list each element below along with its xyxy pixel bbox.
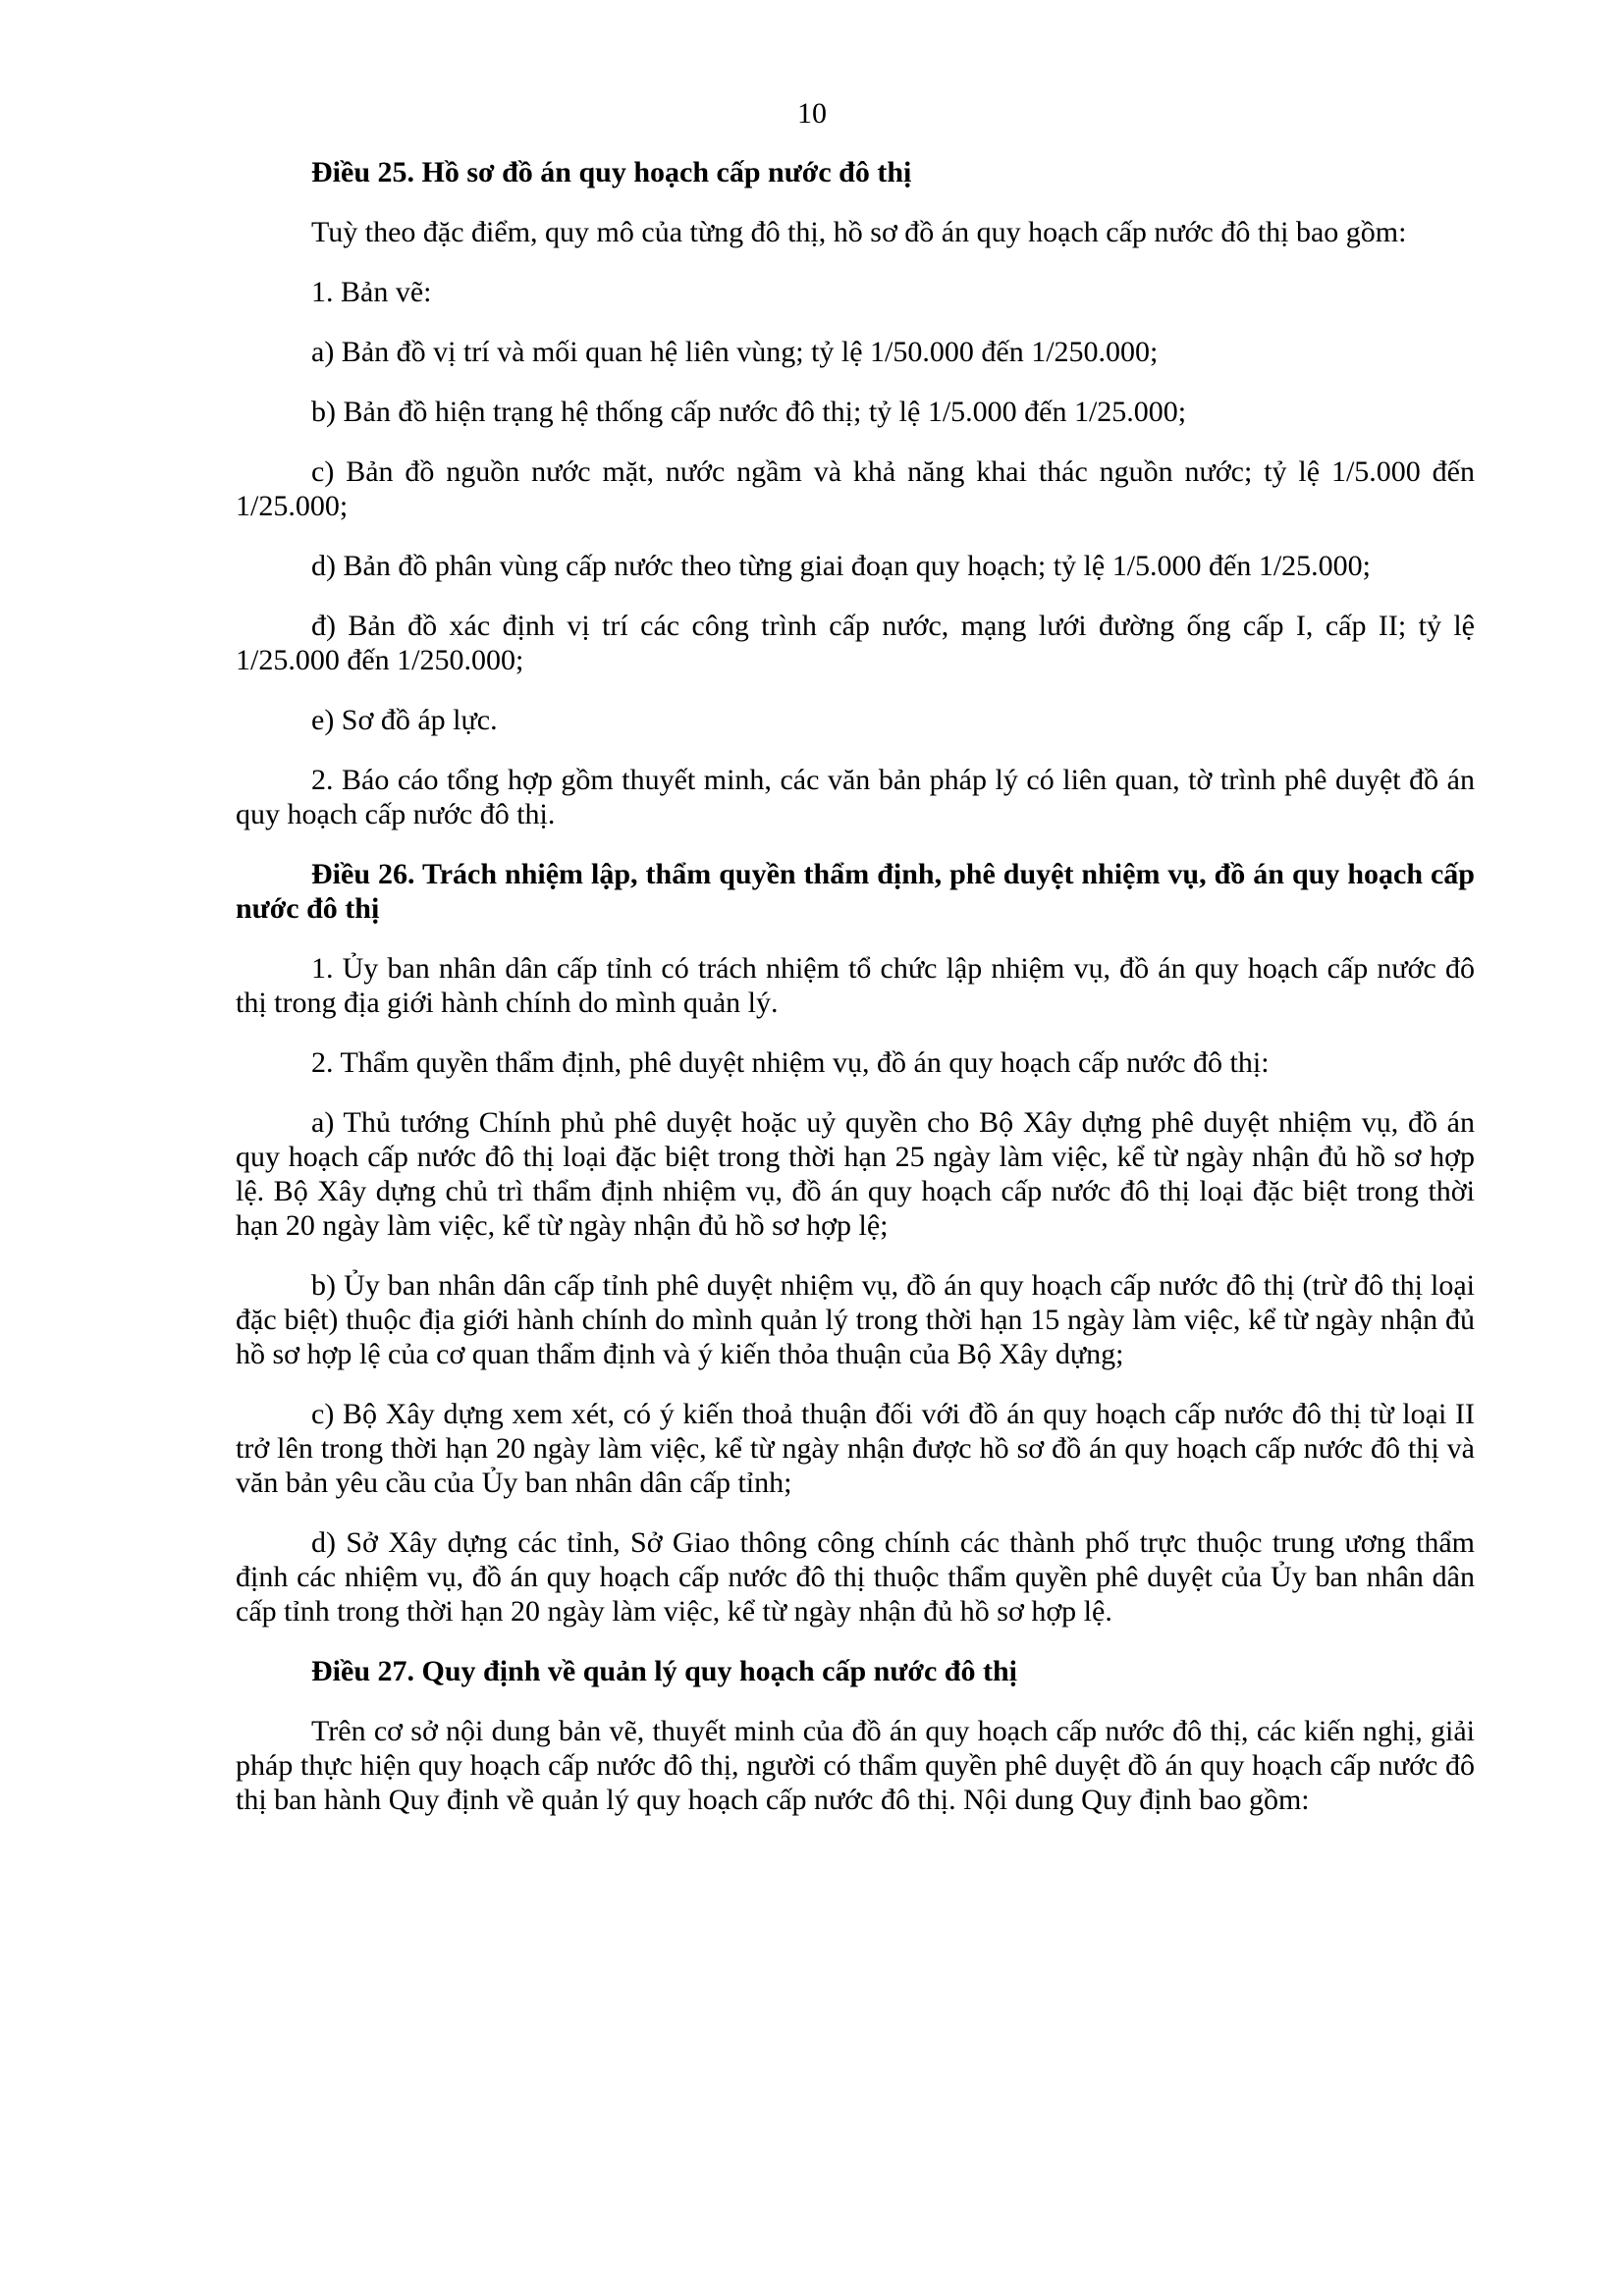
- paragraph: b) Ủy ban nhân dân cấp tỉnh phê duyệt nhiệm vụ, đồ án quy hoạch cấp nước đô thị (trừ đô thị loại đặc biệt) thuộc địa giới hành chính do mình quản lý trong thời hạn 15 ngày làm việc, kể từ ngày nhận đủ hồ sơ hợp lệ của cơ quan thẩm định và ý kiến thỏa thuận của Bộ Xây dựng;: [236, 1269, 1475, 1370]
- paragraph: 1. Bản vẽ:: [311, 276, 432, 308]
- paragraph: 2. Báo cáo tổng hợp gồm thuyết minh, các văn bản pháp lý có liên quan, tờ trình phê duyệt đồ án quy hoạch cấp nước đô thị.: [236, 764, 1475, 830]
- heading-dieu-26: Điều 26. Trách nhiệm lập, thẩm quyền thẩm định, phê duyệt nhiệm vụ, đồ án quy hoạch cấp nước đô thị: [236, 858, 1475, 925]
- paragraph: đ) Bản đồ xác định vị trí các công trình cấp nước, mạng lưới đường ống cấp I, cấp II; tỷ lệ 1/25.000 đến 1/250.000;: [236, 610, 1475, 676]
- page-number: 10: [797, 97, 827, 130]
- paragraph: 2. Thẩm quyền thẩm định, phê duyệt nhiệm vụ, đồ án quy hoạch cấp nước đô thị:: [311, 1046, 1270, 1079]
- paragraph: d) Sở Xây dựng các tỉnh, Sở Giao thông công chính các thành phố trực thuộc trung ương thẩm định các nhiệm vụ, đồ án quy hoạch cấp nước đô thị thuộc thẩm quyền phê duyệt của Ủy ban nhân dân cấp tỉnh trong thời hạn 20 ngày làm việc, kể từ ngày nhận đủ hồ sơ hợp lệ.: [236, 1526, 1475, 1628]
- heading-dieu-27: Điều 27. Quy định về quản lý quy hoạch cấp nước đô thị: [311, 1655, 1017, 1687]
- paragraph: a) Bản đồ vị trí và mối quan hệ liên vùng; tỷ lệ 1/50.000 đến 1/250.000;: [311, 336, 1159, 368]
- paragraph: Trên cơ sở nội dung bản vẽ, thuyết minh của đồ án quy hoạch cấp nước đô thị, các kiến nghị, giải pháp thực hiện quy hoạch cấp nước đô thị, người có thẩm quyền phê duyệt đồ án quy hoạch cấp nước đô thị ban hành Quy định về quản lý quy hoạch cấp nước đô thị. Nội dung Quy định bao gồm:: [236, 1715, 1475, 1816]
- document-body: [236, 155, 1475, 1842]
- paragraph: d) Bản đồ phân vùng cấp nước theo từng giai đoạn quy hoạch; tỷ lệ 1/5.000 đến 1/25.000;: [311, 550, 1372, 582]
- paragraph: c) Bản đồ nguồn nước mặt, nước ngầm và khả năng khai thác nguồn nước; tỷ lệ 1/5.000 đến 1/25.000;: [236, 455, 1475, 522]
- paragraph: Tuỳ theo đặc điểm, quy mô của từng đô thị, hồ sơ đồ án quy hoạch cấp nước đô thị bao gồm:: [311, 216, 1407, 248]
- paragraph: c) Bộ Xây dựng xem xét, có ý kiến thoả thuận đối với đồ án quy hoạch cấp nước đô thị từ loại II trở lên trong thời hạn 20 ngày làm việc, kể từ ngày nhận được hồ sơ đồ án quy hoạch cấp nước đô thị và văn bản yêu cầu của Ủy ban nhân dân cấp tỉnh;: [236, 1398, 1475, 1499]
- paragraph: e) Sơ đồ áp lực.: [311, 704, 498, 736]
- paragraph: 1. Ủy ban nhân dân cấp tỉnh có trách nhiệm tổ chức lập nhiệm vụ, đồ án quy hoạch cấp nước đô thị trong địa giới hành chính do mình quản lý.: [236, 952, 1475, 1019]
- paragraph: a) Thủ tướng Chính phủ phê duyệt hoặc uỷ quyền cho Bộ Xây dựng phê duyệt nhiệm vụ, đồ án quy hoạch cấp nước đô thị loại đặc biệt trong thời hạn 25 ngày làm việc, kể từ ngày nhận đủ hồ sơ hợp lệ. Bộ Xây dựng chủ trì thẩm định nhiệm vụ, đồ án quy hoạch cấp nước đô thị loại đặc biệt trong thời hạn 20 ngày làm việc, kể từ ngày nhận đủ hồ sơ hợp lệ;: [236, 1106, 1475, 1242]
- paragraph: b) Bản đồ hiện trạng hệ thống cấp nước đô thị; tỷ lệ 1/5.000 đến 1/25.000;: [311, 396, 1187, 428]
- heading-dieu-25: Điều 25. Hồ sơ đồ án quy hoạch cấp nước đô thị: [311, 156, 912, 188]
